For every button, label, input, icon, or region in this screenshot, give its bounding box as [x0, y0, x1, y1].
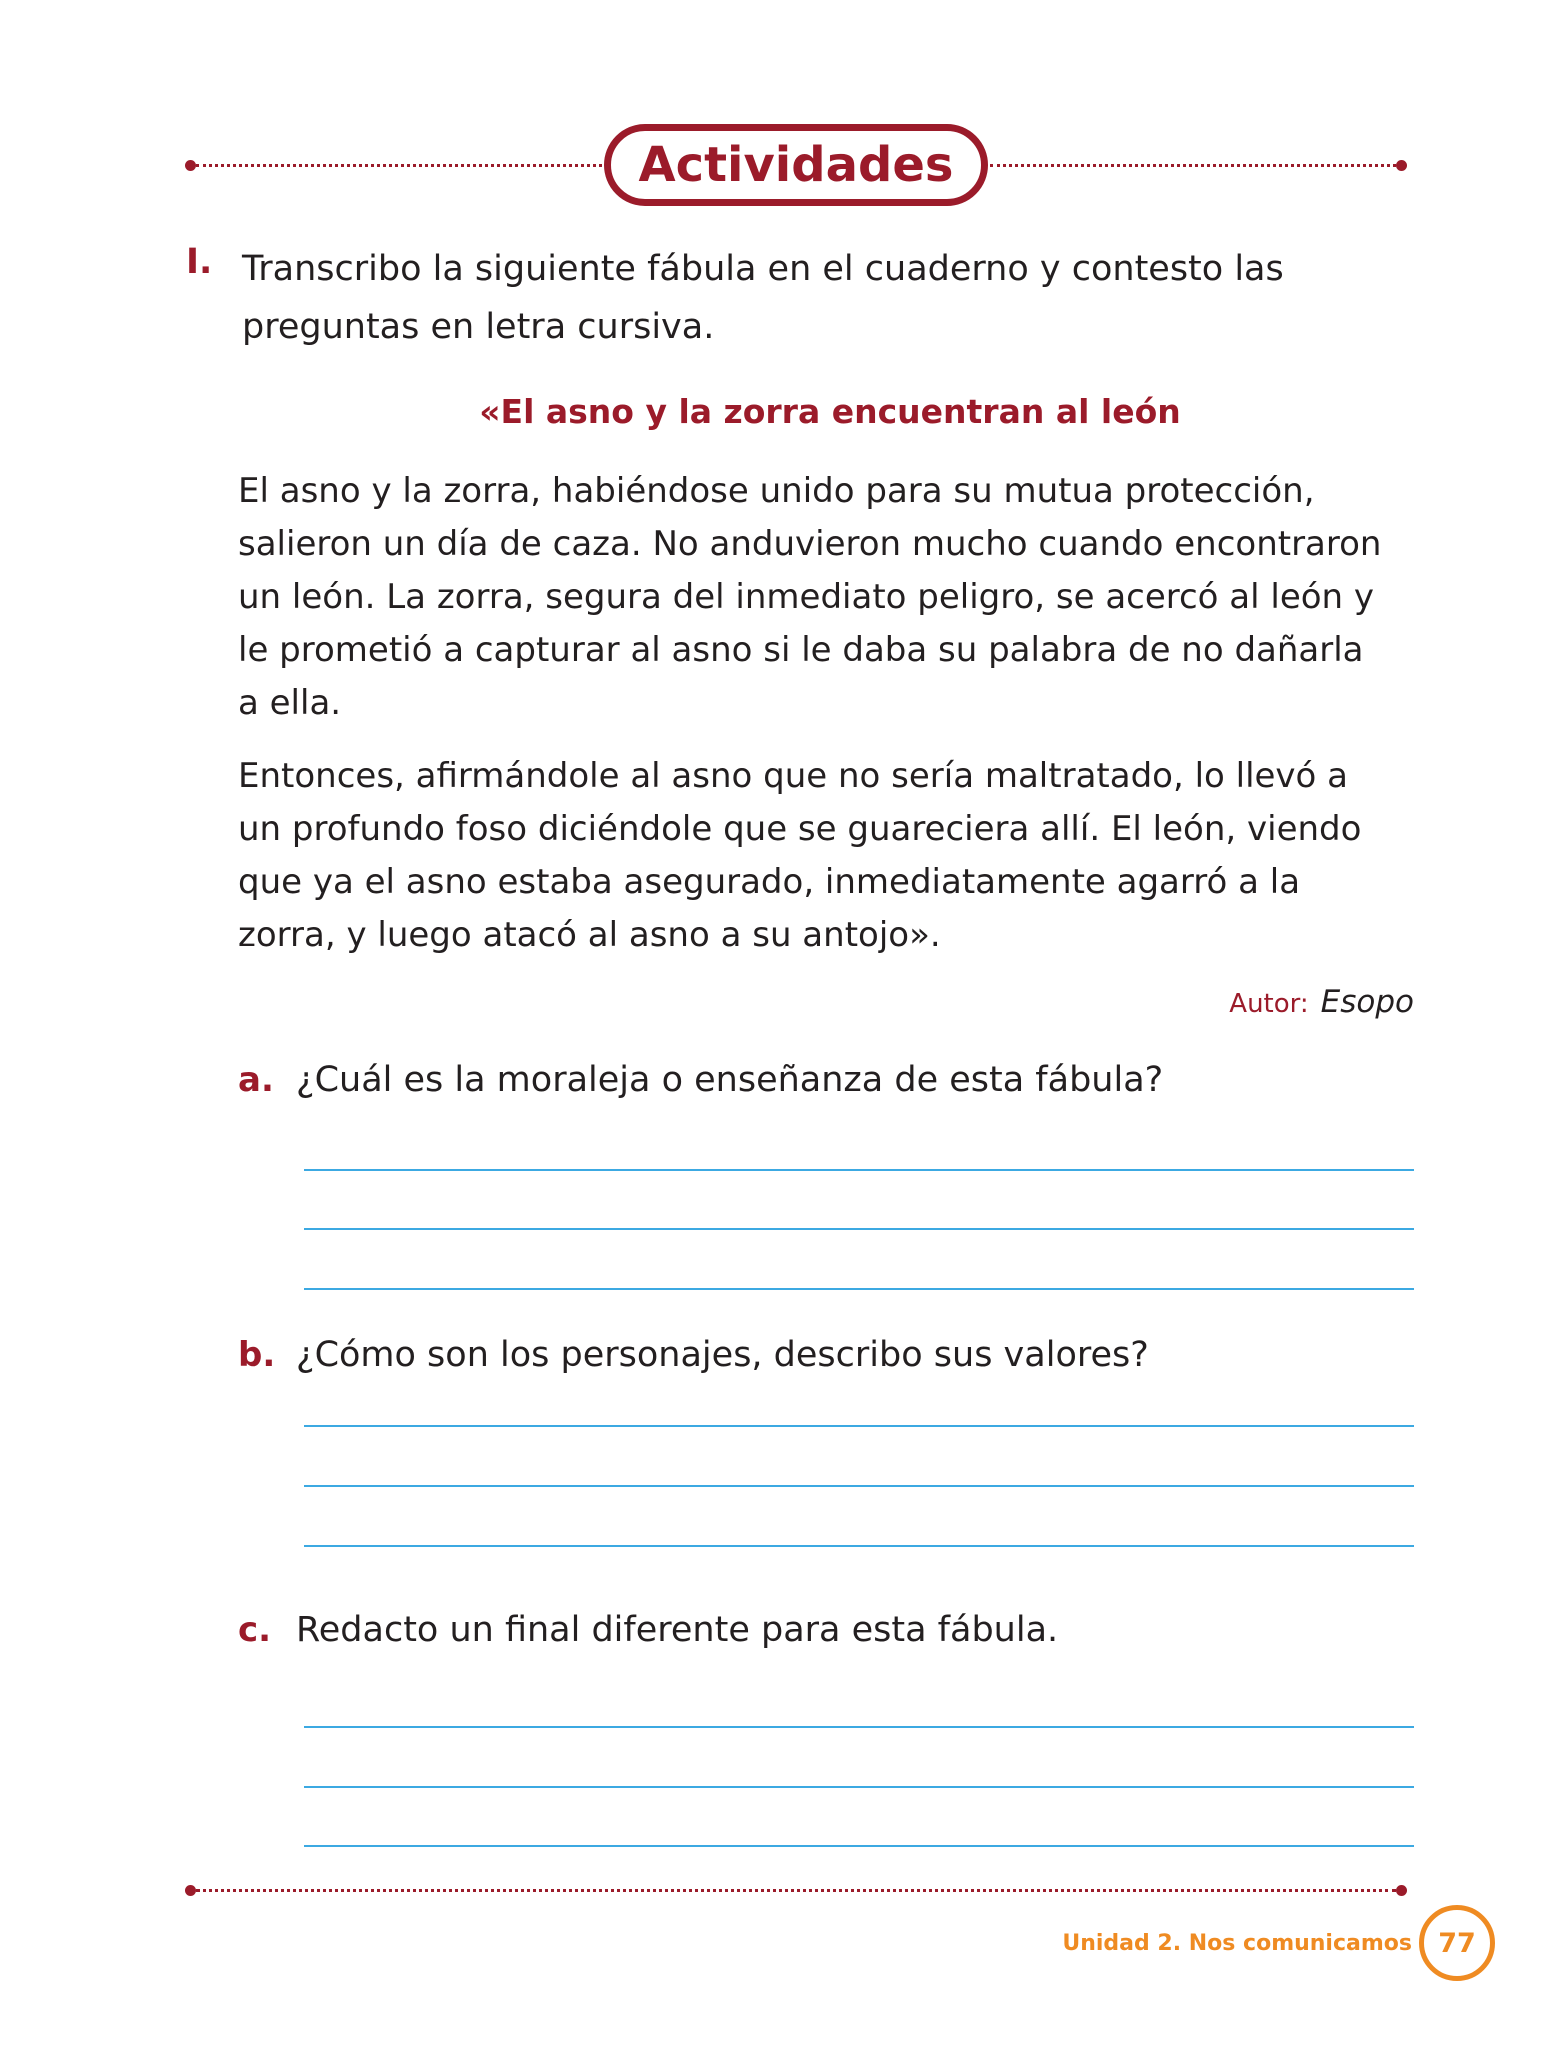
answer-line[interactable]	[304, 1169, 1414, 1171]
fable-line: zorra, y luego atacó al asno a su antojo».	[238, 915, 941, 955]
fable-title: «El asno y la zorra encuentran al león	[479, 392, 1181, 431]
answer-line[interactable]	[304, 1288, 1414, 1290]
header-left-dotline	[196, 164, 602, 167]
answer-line[interactable]	[304, 1726, 1414, 1728]
activities-title-pill	[604, 124, 988, 206]
header-left-dot	[185, 160, 196, 171]
header-right-dot	[1396, 160, 1407, 171]
question-b	[238, 1335, 1149, 1375]
answer-line[interactable]	[304, 1545, 1414, 1547]
instruction-number: I.	[186, 242, 213, 282]
question-text: ¿Cuál es la moraleja o enseñanza de esta fábula?	[296, 1060, 1164, 1100]
author-label: Autor:	[1229, 989, 1309, 1019]
fable-line: Entonces, afirmándole al asno que no sería maltratado, lo llevó a	[238, 756, 1348, 796]
fable-paragraph-2	[238, 750, 1438, 962]
fable-line: un profundo foso diciéndole que se guareciera allí. El león, viendo	[238, 809, 1362, 849]
instruction-line: Transcribo la siguiente fábula en el cuaderno y contesto las	[242, 249, 1284, 289]
fable-line: a ella.	[238, 683, 342, 723]
answer-line[interactable]	[304, 1845, 1414, 1847]
instruction-line: preguntas en letra cursiva.	[242, 307, 715, 347]
page-number: 77	[1438, 1927, 1476, 1959]
footer-dotline	[196, 1889, 1396, 1892]
question-letter: a.	[238, 1060, 274, 1100]
header-right-dotline	[990, 164, 1396, 167]
fable-line: un león. La zorra, segura del inmediato peligro, se acercó al león y	[238, 577, 1375, 617]
page-title: Actividades	[638, 137, 954, 193]
question-letter: b.	[238, 1335, 276, 1375]
answer-line[interactable]	[304, 1228, 1414, 1230]
question-text: Redacto un final diferente para esta fábula.	[296, 1610, 1059, 1650]
fable-author	[1229, 984, 1414, 1020]
question-a	[238, 1060, 1163, 1100]
fable-line: le prometió a capturar al asno si le daba su palabra de no dañarla	[238, 630, 1364, 670]
page-number-badge	[1419, 1905, 1495, 1981]
footer-unit-label: Unidad 2. Nos comunicamos	[1062, 1931, 1412, 1956]
fable-paragraph-1	[238, 465, 1438, 730]
answer-line[interactable]	[304, 1786, 1414, 1788]
answer-line[interactable]	[304, 1485, 1414, 1487]
answer-line[interactable]	[304, 1425, 1414, 1427]
question-text: ¿Cómo son los personajes, describo sus valores?	[296, 1335, 1149, 1375]
footer-left-dot	[185, 1885, 196, 1896]
fable-line: salieron un día de caza. No anduvieron mucho cuando encontraron	[238, 524, 1382, 564]
question-c	[238, 1610, 1058, 1650]
fable-line: que ya el asno estaba asegurado, inmediatamente agarró a la	[238, 862, 1301, 902]
instruction-text	[242, 240, 1422, 356]
fable-line: El asno y la zorra, habiéndose unido para su mutua protección,	[238, 471, 1315, 511]
footer-right-dot	[1396, 1885, 1407, 1896]
author-name: Esopo	[1320, 984, 1414, 1020]
question-letter: c.	[238, 1610, 272, 1650]
